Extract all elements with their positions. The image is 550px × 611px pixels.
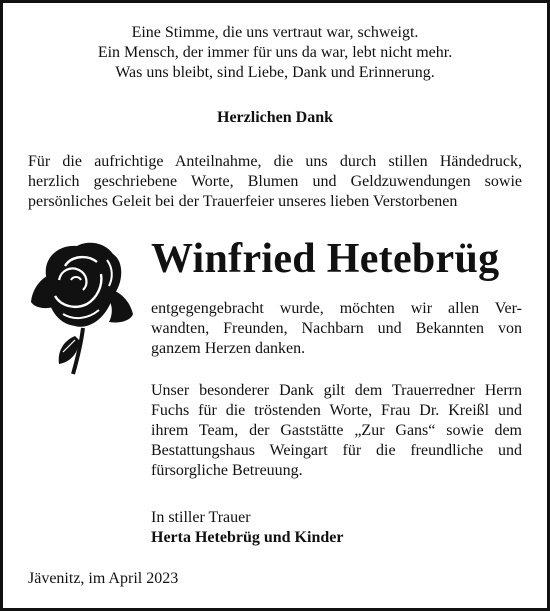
thanks-paragraph — [151, 299, 522, 359]
poem-line: Ein Mensch, der immer für uns da war, lebt nicht mehr. — [97, 44, 453, 61]
thanks-line: ganzem Herzen danken. — [151, 340, 306, 357]
rose-icon — [27, 240, 137, 376]
deceased-name: Winfried Hetebrüg — [151, 236, 500, 282]
thanks-line: Unser besonderer Dank gilt dem Trauerredner Herrn — [151, 382, 522, 399]
thanks-heading: Herzlichen Dank — [217, 109, 333, 126]
poem-line: Eine Stimme, die uns vertraut war, schweigt. — [131, 24, 419, 41]
thanks-line: Fuchs für die tröstenden Worte, Frau Dr. Kreißl und — [151, 402, 522, 419]
place-date: Jävenitz, im April 2023 — [28, 570, 179, 587]
intro-line: persönliches Geleit bei der Trauerfeier unseres lieben Verstorbenen — [28, 193, 458, 210]
intro-line: Für die aufrichtige Anteilnahme, die uns durch stillen Händedruck, — [28, 153, 522, 170]
closing-phrase: In stiller Trauer — [151, 509, 251, 526]
thanks-line: Bestattungshaus Weingart für die freundliche und — [151, 442, 522, 459]
special-thanks-paragraph — [151, 381, 522, 481]
poem-line: Was uns bleibt, sind Liebe, Dank und Erinnerung. — [115, 64, 435, 81]
thanks-line: entgegengebracht wurde, möchten wir allen Ver- — [151, 300, 522, 317]
intro-line: herzlich geschriebene Worte, Blumen und Geldzuwendungen sowie — [28, 173, 522, 190]
thanks-line: ihrem Team, der Gaststätte „Zur Gans“ sowie dem — [151, 422, 522, 439]
thanks-line: fürsorgliche Betreuung. — [151, 462, 303, 479]
intro-paragraph — [28, 152, 522, 212]
closing-signature — [151, 508, 343, 548]
thanks-line: wandten, Freunden, Nachbarn und Bekannten von — [151, 320, 522, 337]
signers: Herta Hetebrüg und Kinder — [151, 529, 344, 546]
memorial-poem — [3, 23, 547, 83]
